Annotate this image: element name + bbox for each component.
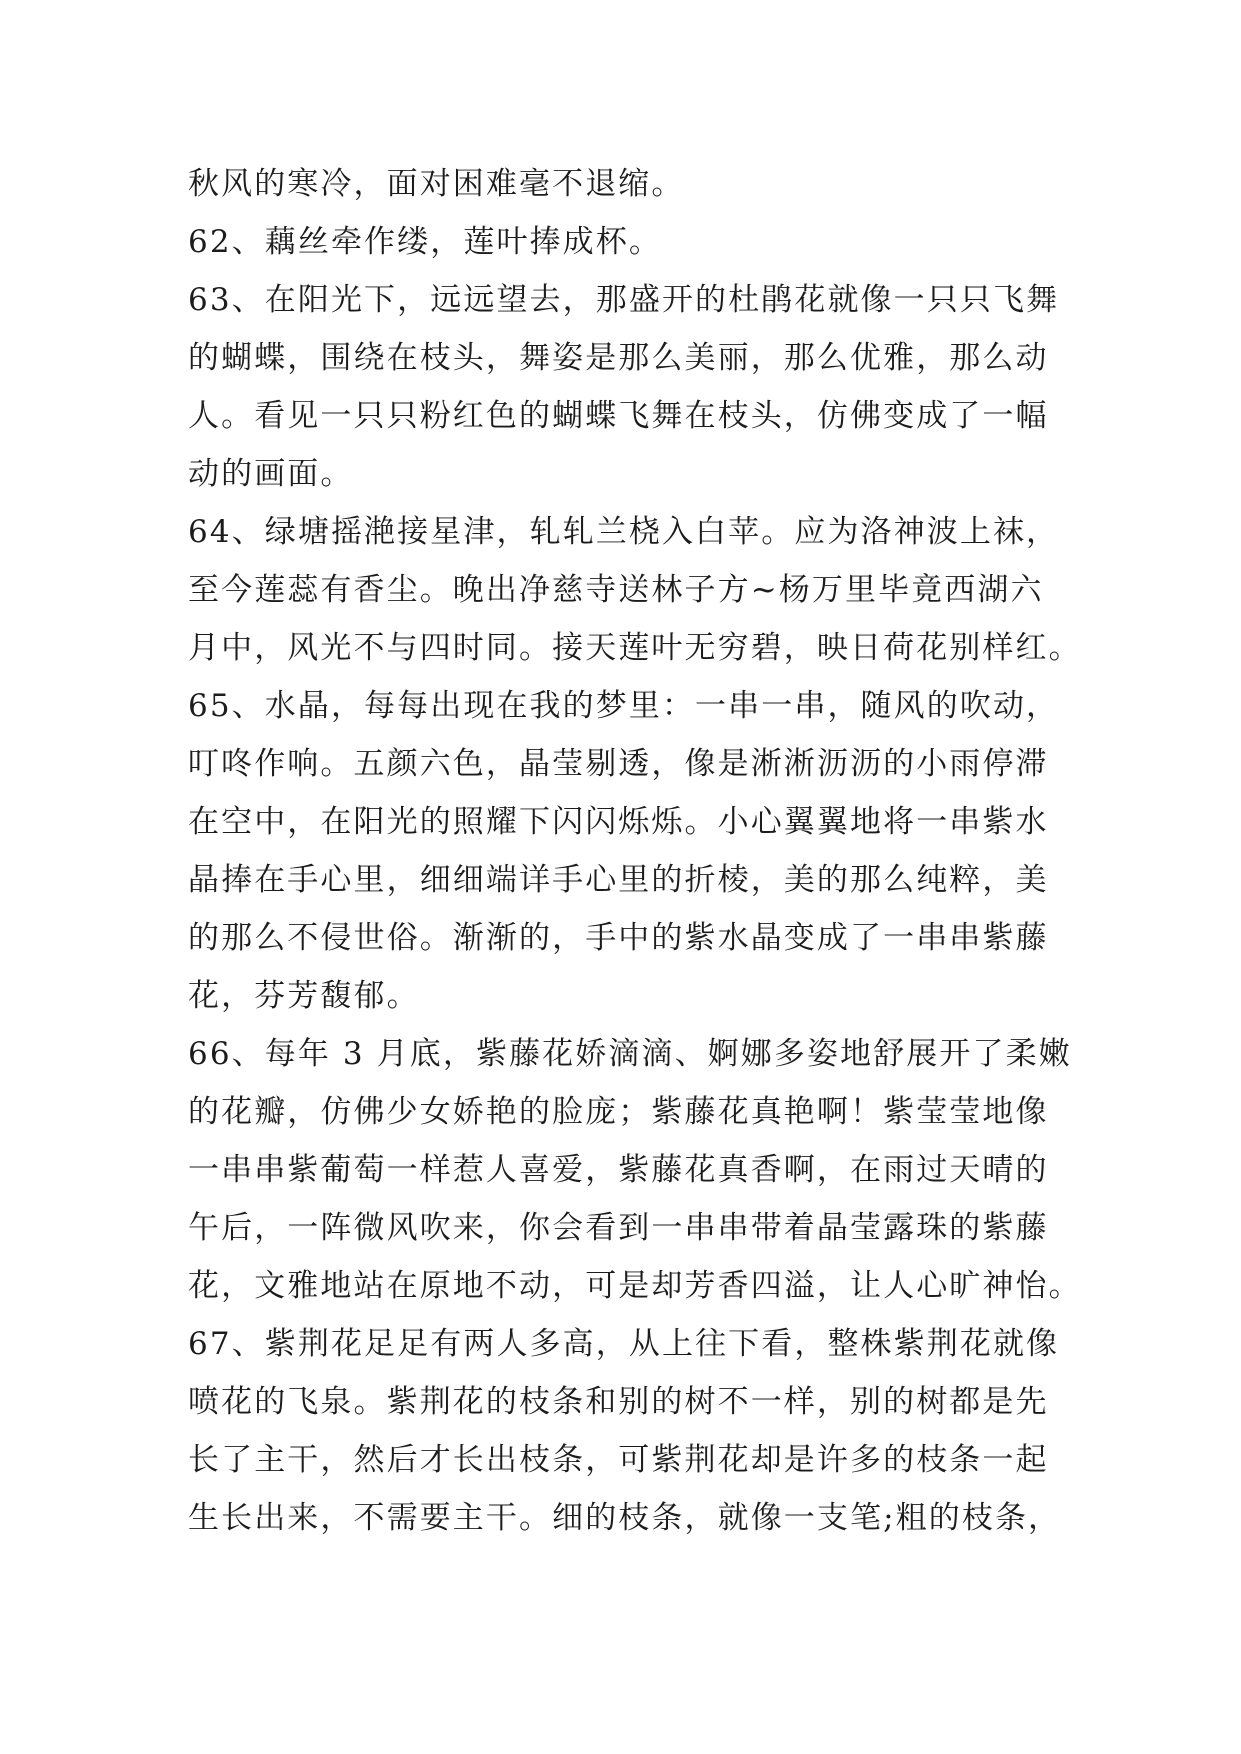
text-line: 叮咚作响。五颜六色，晶莹剔透，像是淅淅沥沥的小雨停滞: [188, 746, 1049, 782]
text-line: 的蝴蝶，围绕在枝头，舞姿是那么美丽，那么优雅，那么动: [188, 340, 1049, 376]
text-line: 在空中，在阳光的照耀下闪闪烁烁。小心翼翼地将一串紫水: [188, 804, 1049, 840]
text-line: 长了主干，然后才长出枝条，可紫荆花却是许多的枝条一起: [188, 1442, 1049, 1478]
text-line: 的花瓣，仿佛少女娇艳的脸庞；紫藤花真艳啊！紫莹莹地像: [188, 1094, 1049, 1130]
text-line: 一串串紫葡萄一样惹人喜爱，紫藤花真香啊，在雨过天晴的: [188, 1152, 1049, 1188]
text-line: 晶捧在手心里，细细端详手心里的折棱，美的那么纯粹，美: [188, 862, 1049, 898]
text-line: 生长出来，不需要主干。细的枝条，就像一支笔;粗的枝条，: [188, 1500, 1062, 1536]
text-line: 喷花的飞泉。紫荆花的枝条和别的树不一样，别的树都是先: [188, 1384, 1049, 1420]
text-line: 62、藕丝牵作缕，莲叶捧成杯。: [188, 224, 662, 260]
text-line: 66、每年 3 月底，紫藤花娇滴滴、婀娜多姿地舒展开了柔嫩: [188, 1036, 1072, 1072]
text-line: 65、水晶，每每出现在我的梦里：一串一串，随风的吹动，: [188, 688, 1060, 724]
text-line: 64、绿塘摇滟接星津，轧轧兰桡入白苹。应为洛神波上袜，: [188, 514, 1060, 550]
text-line: 67、紫荆花足足有两人多高，从上往下看，整株紫荆花就像: [188, 1326, 1060, 1362]
body-text: [188, 155, 1082, 1547]
text-line: 的那么不侵世俗。渐渐的，手中的紫水晶变成了一串串紫藤: [188, 920, 1049, 956]
text-line: 63、在阳光下，远远望去，那盛开的杜鹃花就像一只只飞舞: [188, 282, 1060, 318]
text-line: 人。看见一只只粉红色的蝴蝶飞舞在枝头，仿佛变成了一幅: [188, 398, 1049, 434]
text-line: 动的画面。: [188, 456, 354, 492]
text-line: 花，芬芳馥郁。: [188, 978, 420, 1014]
text-line: 月中，风光不与四时同。接天莲叶无穷碧，映日荷花别样红。: [188, 630, 1082, 666]
text-line: 午后，一阵微风吹来，你会看到一串串带着晶莹露珠的紫藤: [188, 1210, 1049, 1246]
text-line: 秋风的寒冷，面对困难毫不退缩。: [188, 166, 685, 202]
text-line: 花，文雅地站在原地不动，可是却芳香四溢，让人心旷神怡。: [188, 1268, 1082, 1304]
text-line: 至今莲蕊有香尘。晚出净慈寺送林子方~杨万里毕竟西湖六: [188, 572, 1044, 608]
